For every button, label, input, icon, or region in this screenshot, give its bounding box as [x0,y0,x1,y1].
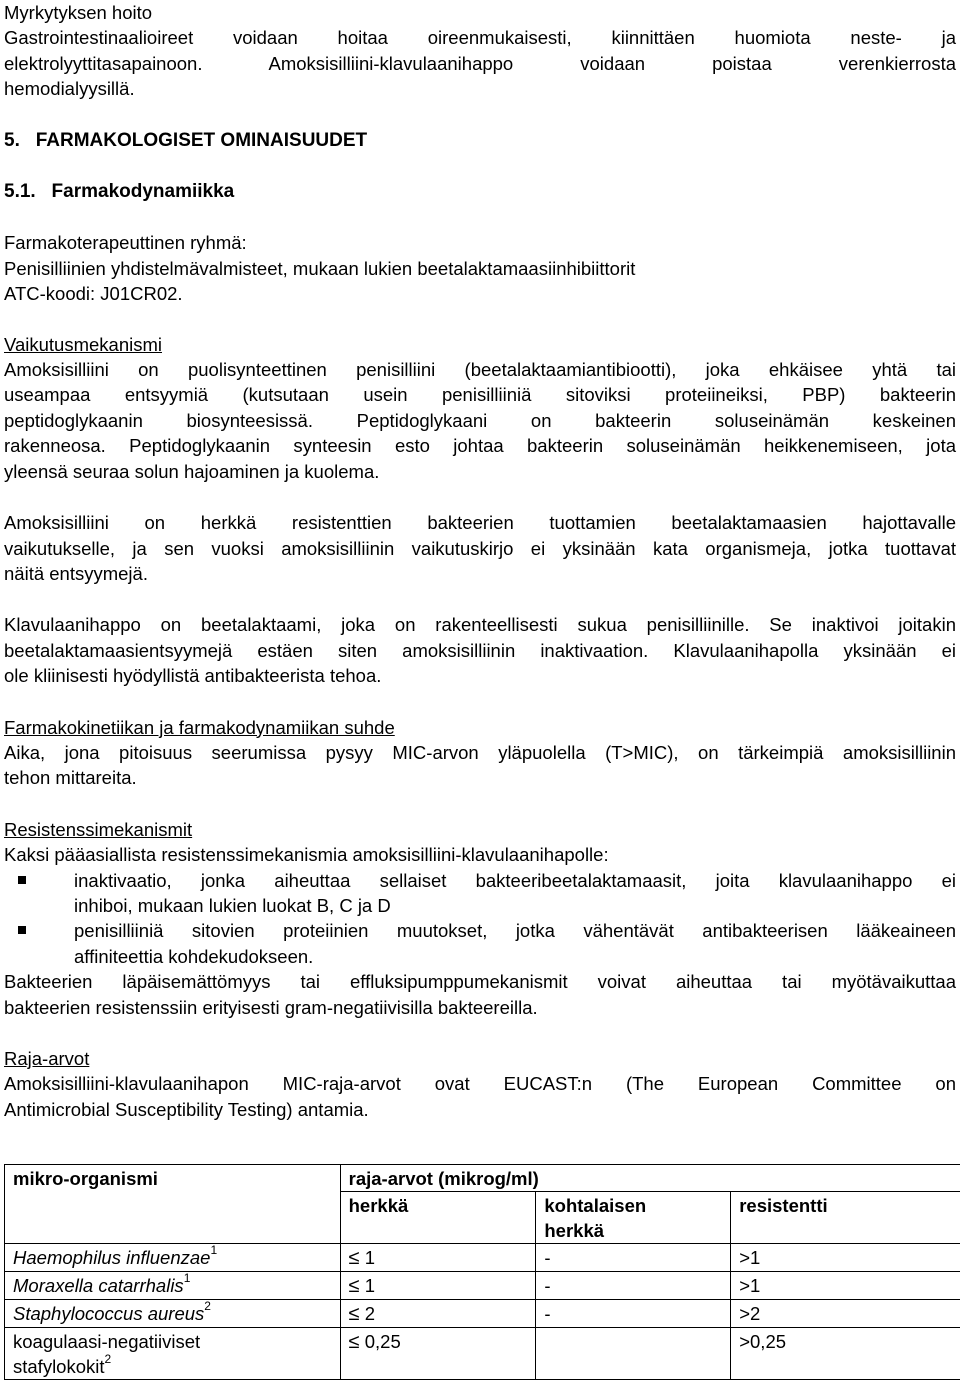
susceptible-cell [340,1328,536,1380]
le-symbol: ≤ [348,1247,360,1269]
mechanism-line: peptidoglykaanin biosynteesissä. Peptidoglykaani on bakteerin soluseinämän keskeinen [4,409,956,431]
organism-cell [5,1272,341,1300]
resistance-bullet [4,918,956,969]
intermediate-cell [536,1328,731,1380]
mechanism-line: yleensä seuraa solun hajoaminen ja kuolema. [4,460,380,482]
breakpoints-line: Amoksisilliini-klavulaanihapon MIC-raja-arvot ovat EUCAST:n (The European Committee on [4,1073,956,1095]
footnote-marker: 2 [104,1352,112,1366]
resistant-cell: >1 [731,1244,960,1272]
header-resistant: resistentti [731,1192,960,1244]
section-5-number: 5. [4,129,20,151]
mechanism-line: useampaa entsyymiä (kutsutaan usein penisilliiniä sitoviksi proteiineiksi, PBP) bakteerin [4,384,956,406]
organism-name: Moraxella catarrhalis [13,1275,184,1296]
mechanism-line: rakenneosa. Peptidoglykaanin synteesin esto johtaa bakteerin soluseinämän heikkenemiseen, jota [4,435,956,457]
header-intermediate-line: kohtalaisen [544,1195,647,1216]
section-5-title: FARMAKOLOGISET OMINAISUUDET [35,129,368,151]
resistant-cell: >2 [731,1300,960,1328]
overdose-heading: Myrkytyksen hoito [4,2,153,23]
table-row [5,1272,960,1300]
organism-cell [5,1300,341,1328]
breakpoints-heading: Raja-arvot [4,1048,90,1069]
resistance-after-line: Bakteerien läpäisemättömyys tai effluksipumppumekanismit voivat aiheuttaa tai myötävaikuttaa [4,971,956,993]
susceptible-value: 1 [364,1247,376,1268]
susceptible-value: 0,25 [364,1331,401,1352]
bullet-line: inaktivaatio, jonka aiheuttaa sellaiset bakteeribeetalaktamaasit, joita klavulaanihappo ei [74,869,956,891]
mechanism-line: Amoksisilliini on puolisynteettinen penisilliini (beetalaktaamiantibiootti), joka ehkäisee yhtä tai [4,359,956,381]
intermediate-cell: - [536,1272,731,1300]
square-bullet-icon [18,926,26,934]
organism-name: Staphylococcus aureus [13,1303,205,1324]
pharmacotherapeutic-group-label: Farmakoterapeuttinen ryhmä: [4,232,247,254]
header-breakpoints: raja-arvot (mikrog/ml) [340,1165,960,1192]
resistance-heading: Resistenssimekanismit [4,818,193,840]
organism-name-line: koagulaasi-negatiiviset [13,1331,201,1352]
clavulanic-line: Klavulaanihappo on beetalaktaami, joka on rakenteellisesti sukua penisilliinille. Se inaktivoi joitakin [4,614,956,636]
resistance-intro: Kaksi pääasiallista resistenssimekanismia amoksisilliini-klavulaanihapolle: [4,844,609,866]
overdose-line-1: Gastrointestinaalioireet voidaan hoitaa oireenmukaisesti, kiinnittäen huomiota neste- ja [4,27,956,49]
organism-name: Haemophilus influenzae [13,1247,211,1268]
susceptible-value: 1 [364,1275,376,1296]
organism-cell [5,1244,341,1272]
susceptible-cell [340,1272,536,1300]
resistant-cell: >1 [731,1272,960,1300]
table-header-row [5,1165,960,1192]
pkpd-line: tehon mittareita. [4,767,137,789]
header-organism: mikro-organismi [5,1165,341,1244]
resistant-cell: >0,25 [731,1328,960,1380]
le-symbol: ≤ [348,1303,360,1325]
header-intermediate-line: herkkä [544,1220,605,1241]
bullet-line: affiniteettia kohdekudokseen. [74,945,314,967]
resistance-bullet-list [4,868,956,970]
susceptible-value: 2 [364,1303,376,1324]
pkpd-line: Aika, jona pitoisuus seerumissa pysyy MIC-arvon yläpuolella (T>MIC), on tärkeimpiä amoksisilliinin [4,741,956,763]
susceptible-cell [340,1244,536,1272]
pkpd-heading: Farmakokinetiikan ja farmakodynamiikan suhde [4,716,395,738]
bullet-line: inhiboi, mukaan lukien luokat B, C ja D [74,894,391,916]
section-5-1-title: Farmakodynamiikka [51,181,235,203]
susceptibility-line: näitä entsyymejä. [4,562,148,584]
footnote-marker: 1 [210,1243,218,1257]
pharmacotherapeutic-group-value: Penisilliinien yhdistelmävalmisteet, mukaan lukien beetalaktamaasiinhibiittorit [4,257,636,279]
susceptible-cell [340,1300,536,1328]
clavulanic-line: ole kliinisesti hyödyllistä antibakteerista tehoa. [4,665,382,687]
susceptibility-line: vaikutukselle, ja sen vuoksi amoksisilliinin vaikutuskirjo ei yksinään kata organismeja, jotka tuottavat [4,537,956,559]
square-bullet-icon [18,876,26,884]
atc-code: ATC-koodi: J01CR02. [4,283,183,305]
organism-name: stafylokokit [13,1356,105,1377]
resistance-after-line: bakteerien resistenssiin erityisesti gram-negatiivisilla bakteereilla. [4,996,538,1018]
le-symbol: ≤ [348,1275,360,1297]
organism-cell [5,1328,341,1380]
le-symbol: ≤ [348,1331,360,1353]
header-intermediate [536,1192,731,1244]
footnote-marker: 1 [183,1271,191,1285]
intermediate-cell: - [536,1300,731,1328]
header-susceptible: herkkä [340,1192,536,1244]
susceptibility-line: Amoksisilliini on herkkä resistenttien bakteerien tuottamien beetalaktamaasien hajottavalle [4,512,956,534]
intermediate-cell: - [536,1244,731,1272]
table-row [5,1328,960,1380]
table-row [5,1244,960,1272]
clavulanic-line: beetalaktamaasientsyymejä estäen siten amoksisilliinin inaktivaation. Klavulaanihapolla yksinään ei [4,639,956,661]
section-5-1-heading [4,179,956,204]
overdose-line-3: hemodialyysillä. [4,78,135,100]
table-row [5,1300,960,1328]
breakpoints-line: Antimicrobial Susceptibility Testing) antamia. [4,1098,369,1120]
section-5-heading [4,128,956,153]
mechanism-heading: Vaikutusmekanismi [4,333,162,355]
document-page [4,0,956,1122]
overdose-line-2: elektrolyyttitasapainoon. Amoksisilliini-klavulaanihappo voidaan poistaa verenkierrosta [4,52,956,74]
bullet-line: penisilliiniä sitovien proteiinien muutokset, jotka vähentävät antibakteerisen lääkeaineen [74,920,956,942]
resistance-bullet [4,868,956,919]
section-5-1-number: 5.1. [4,181,36,203]
organism-name-line [13,1354,336,1379]
footnote-marker: 2 [204,1299,211,1313]
mic-breakpoint-table [4,1164,960,1380]
